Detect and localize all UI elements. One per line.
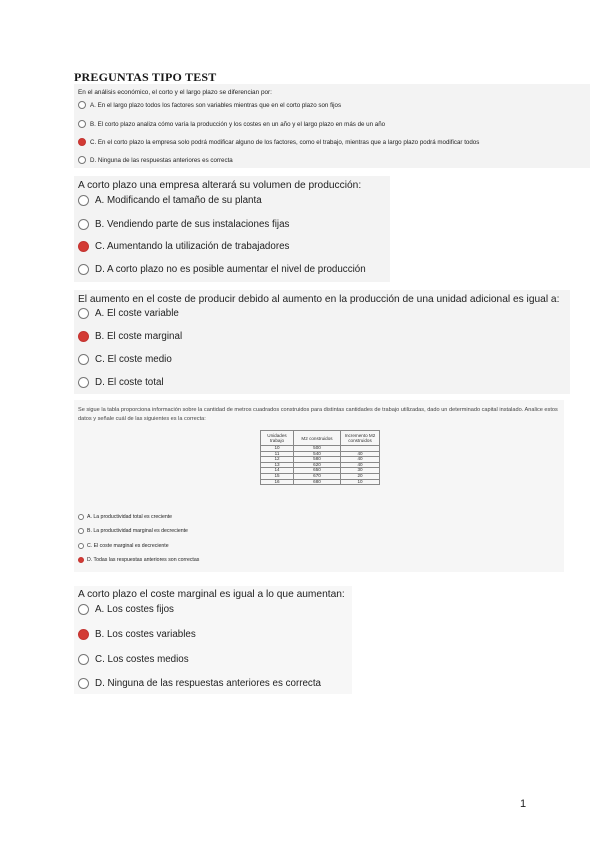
radio-icon[interactable] bbox=[78, 377, 89, 388]
table-cell: 500 bbox=[294, 446, 341, 452]
question-4-text: Se sigue la tabla proporciona información sobre la cantidad de metros cuadrados construidos para distintas cantidades de trabajo utilizadas, dado un determinado capital instalado. Analice estos datos y señale cuál de las siguientes es la correcta: bbox=[78, 407, 558, 422]
option-label: D. Ninguna de las respuestas anteriores es correcta bbox=[95, 678, 321, 689]
table-cell: 40 bbox=[341, 451, 380, 457]
radio-icon[interactable] bbox=[78, 514, 84, 520]
option-label: C. Aumentando la utilización de trabajadores bbox=[95, 241, 290, 252]
table-cell: 680 bbox=[294, 479, 341, 485]
radio-icon[interactable] bbox=[78, 654, 89, 665]
option-label: B. Los costes variables bbox=[95, 629, 196, 640]
q2-option-a[interactable] bbox=[78, 195, 262, 206]
q1-option-c[interactable] bbox=[78, 138, 479, 146]
q1-option-a[interactable] bbox=[78, 101, 341, 109]
question-3-text: El aumento en el coste de producir debido al aumento en la producción de una unidad adicional es igual a: bbox=[78, 294, 560, 305]
option-label: D. Todas las respuestas anteriores son correctas bbox=[87, 557, 200, 563]
option-label: A. El coste variable bbox=[95, 308, 179, 319]
table-cell: 10 bbox=[261, 446, 294, 452]
table-cell: 650 bbox=[294, 468, 341, 474]
radio-icon[interactable] bbox=[78, 219, 89, 230]
radio-icon[interactable] bbox=[78, 120, 86, 128]
radio-icon[interactable] bbox=[78, 543, 84, 549]
question-1-text: En el análisis económico, el corto y el largo plazo se diferencian por: bbox=[78, 89, 272, 96]
option-label: C. Los costes medios bbox=[95, 654, 189, 665]
radio-selected-icon[interactable] bbox=[78, 629, 89, 640]
q3-option-c[interactable] bbox=[78, 354, 172, 365]
table-cell: 20 bbox=[341, 473, 380, 479]
table-header: M2 construidos bbox=[294, 431, 341, 446]
table-cell: 10 bbox=[341, 479, 380, 485]
q3-option-b[interactable] bbox=[78, 331, 182, 342]
option-label: D. A corto plazo no es posible aumentar el nivel de producción bbox=[95, 264, 366, 275]
question-4 bbox=[74, 400, 564, 572]
table-cell: 16 bbox=[261, 479, 294, 485]
radio-icon[interactable] bbox=[78, 156, 86, 164]
table-header: Incremento M2 construidos bbox=[341, 431, 380, 446]
table-cell: 14 bbox=[261, 468, 294, 474]
option-label: A. Los costes fijos bbox=[95, 604, 174, 615]
table-cell: 40 bbox=[341, 462, 380, 468]
q2-option-b[interactable] bbox=[78, 219, 289, 230]
q4-option-c[interactable] bbox=[78, 543, 169, 549]
radio-icon[interactable] bbox=[78, 264, 89, 275]
page-title: PREGUNTAS TIPO TEST bbox=[74, 70, 217, 84]
q5-option-d[interactable] bbox=[78, 678, 321, 689]
question-5 bbox=[74, 586, 352, 694]
table-header: Unidades trabajo bbox=[261, 431, 294, 446]
q2-option-c[interactable] bbox=[78, 241, 289, 252]
table-cell: 11 bbox=[261, 451, 294, 457]
q2-option-d[interactable] bbox=[78, 264, 366, 275]
radio-selected-icon[interactable] bbox=[78, 138, 86, 146]
table-row bbox=[261, 479, 380, 485]
radio-selected-icon[interactable] bbox=[78, 331, 89, 342]
q3-option-d[interactable] bbox=[78, 377, 164, 388]
table-cell: 670 bbox=[294, 473, 341, 479]
q1-option-d[interactable] bbox=[78, 156, 233, 164]
radio-icon[interactable] bbox=[78, 308, 89, 319]
option-label: B. El corto plazo analiza cómo varía la producción y los costes en un año y el largo plazo en más de un año bbox=[90, 120, 386, 128]
q5-option-b[interactable] bbox=[78, 629, 196, 640]
table-cell: 12 bbox=[261, 457, 294, 463]
q4-option-a[interactable] bbox=[78, 514, 172, 520]
option-label: A. En el largo plazo todos los factores son variables mientras que en el corto plazo son fijos bbox=[90, 101, 342, 109]
option-label: D. El coste total bbox=[95, 377, 164, 388]
question-5-text: A corto plazo el coste marginal es igual a lo que aumentan: bbox=[78, 589, 345, 600]
q5-option-c[interactable] bbox=[78, 654, 189, 665]
radio-selected-icon[interactable] bbox=[78, 241, 89, 252]
q4-option-b[interactable] bbox=[78, 528, 188, 534]
option-label: C. El coste marginal es decreciente bbox=[87, 543, 169, 549]
table-cell: 13 bbox=[261, 462, 294, 468]
production-table bbox=[260, 430, 380, 485]
q5-option-a[interactable] bbox=[78, 604, 174, 615]
table-cell: 580 bbox=[294, 457, 341, 463]
question-1 bbox=[74, 84, 590, 168]
radio-icon[interactable] bbox=[78, 678, 89, 689]
radio-icon[interactable] bbox=[78, 101, 86, 109]
radio-icon[interactable] bbox=[78, 528, 84, 534]
question-3 bbox=[74, 290, 570, 394]
table-cell: 15 bbox=[261, 473, 294, 479]
radio-icon[interactable] bbox=[78, 195, 89, 206]
option-label: A. Modificando el tamaño de su planta bbox=[95, 195, 262, 206]
question-2 bbox=[74, 176, 390, 282]
option-label: A. La productividad total es creciente bbox=[87, 514, 173, 520]
option-label: B. Vendiendo parte de sus instalaciones fijas bbox=[95, 219, 290, 230]
q4-option-d[interactable] bbox=[78, 557, 199, 563]
radio-icon[interactable] bbox=[78, 604, 89, 615]
option-label: C. En el corto plazo la empresa solo podrá modificar alguno de los factores, como el trabajo, mientras que a largo plazo podrá modificar todos bbox=[90, 138, 480, 146]
page-number: 1 bbox=[520, 798, 527, 810]
radio-selected-icon[interactable] bbox=[78, 557, 84, 563]
option-label: C. El coste medio bbox=[95, 354, 172, 365]
table-cell: 40 bbox=[341, 457, 380, 463]
table-cell: 540 bbox=[294, 451, 341, 457]
option-label: B. La productividad marginal es decreciente bbox=[87, 528, 188, 534]
option-label: B. El coste marginal bbox=[95, 331, 183, 342]
question-2-text: A corto plazo una empresa alterará su volumen de producción: bbox=[78, 180, 362, 191]
q3-option-a[interactable] bbox=[78, 308, 179, 319]
radio-icon[interactable] bbox=[78, 354, 89, 365]
q1-option-b[interactable] bbox=[78, 120, 385, 128]
option-label: D. Ninguna de las respuestas anteriores es correcta bbox=[90, 156, 233, 164]
table-cell: 620 bbox=[294, 462, 341, 468]
table-cell: 30 bbox=[341, 468, 380, 474]
